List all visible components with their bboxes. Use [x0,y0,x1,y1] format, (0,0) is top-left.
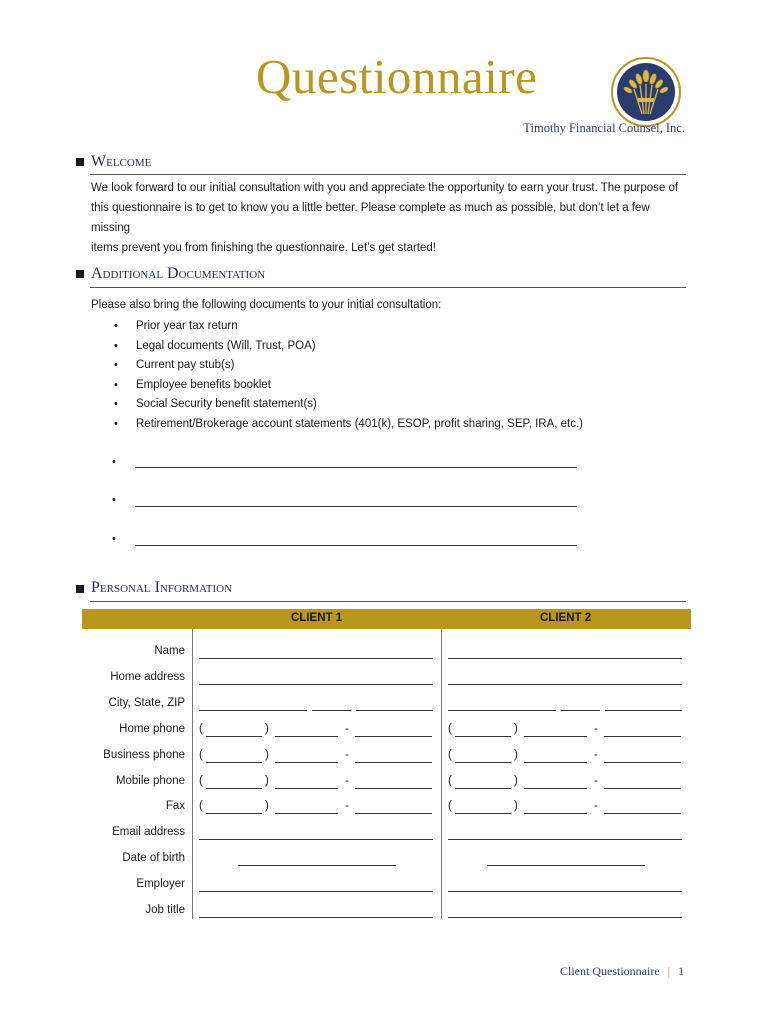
phone-paren: ( [199,800,203,812]
phone-paren: ) [265,800,269,812]
client2-dob-field[interactable] [487,865,645,866]
field-label: Business phone [103,749,185,761]
additional-document-field[interactable] [135,467,577,468]
phone-dash: - [345,800,349,812]
client1-phone-prefix-field[interactable] [275,788,338,789]
phone-paren: ) [514,749,518,761]
field-label: Job title [145,904,185,916]
documentation-heading: Additional Documentation [91,265,266,282]
company-name: Timothy Financial Counsel, Inc. [523,121,685,135]
phone-paren: ( [199,749,203,761]
section-divider [90,174,686,175]
table-divider [441,629,442,919]
bullet-icon: • [112,533,116,545]
client1-input-field[interactable] [199,839,433,840]
bullet-icon: • [112,494,116,506]
client1-phone-prefix-field[interactable] [275,762,338,763]
client2-area-code-field[interactable] [455,788,511,789]
client1-dob-field[interactable] [238,865,396,866]
client2-input-field[interactable] [448,684,682,685]
client2-input-field[interactable] [448,658,682,659]
page-number: 1 [678,964,685,978]
client1-state-field[interactable] [312,710,351,711]
client2-zip-field[interactable] [605,710,682,711]
client2-phone-prefix-field[interactable] [524,813,587,814]
client2-area-code-field[interactable] [455,813,511,814]
footer-separator: | [667,964,671,978]
phone-paren: ( [448,775,452,787]
list-item: • Social Security benefit statement(s) [112,395,583,415]
welcome-heading: Welcome [91,153,152,170]
client2-input-field[interactable] [448,917,682,918]
phone-paren: ( [448,749,452,761]
client1-phone-prefix-field[interactable] [275,736,338,737]
additional-document-field[interactable] [135,545,577,546]
list-item: • Legal documents (Will, Trust, POA) [112,337,583,357]
client1-area-code-field[interactable] [206,813,262,814]
phone-paren: ) [265,775,269,787]
section-bullet-icon [76,158,84,166]
client2-phone-line-field[interactable] [604,813,681,814]
client1-phone-line-field[interactable] [355,813,432,814]
bullet-icon: • [112,456,116,468]
section-bullet-icon [76,270,84,278]
field-label: Employer [136,878,185,890]
client1-city-field[interactable] [199,710,307,711]
client1-input-field[interactable] [199,684,433,685]
client1-phone-line-field[interactable] [355,736,432,737]
client2-header: CLIENT 2 [540,612,592,624]
welcome-line: this questionnaire is to get to know you a little better. Please complete as much as possible, but don’t let a few missing [91,202,650,234]
phone-paren: ( [199,775,203,787]
phone-paren: ( [199,723,203,735]
client1-phone-prefix-field[interactable] [275,813,338,814]
welcome-line: items prevent you from finishing the questionnaire. Let’s get started! [91,242,436,254]
wheat-logo-icon [610,56,682,128]
client1-input-field[interactable] [199,917,433,918]
phone-paren: ) [265,749,269,761]
phone-paren: ) [514,723,518,735]
document-list [112,317,583,434]
field-label: Date of birth [122,852,185,864]
bullet-icon: • [114,320,118,332]
welcome-line: We look forward to our initial consultation with you and appreciate the opportunity to earn your trust. The purpose of [91,182,679,194]
client2-phone-prefix-field[interactable] [524,762,587,763]
list-item: • Current pay stub(s) [112,356,583,376]
client1-zip-field[interactable] [356,710,433,711]
page-footer [560,964,684,979]
client2-phone-prefix-field[interactable] [524,736,587,737]
client-table-header [82,609,691,629]
client2-input-field[interactable] [448,891,682,892]
phone-dash: - [594,775,598,787]
client1-input-field[interactable] [199,658,433,659]
client2-phone-prefix-field[interactable] [524,788,587,789]
list-item: • Employee benefits booklet [112,376,583,396]
phone-dash: - [594,749,598,761]
section-divider [90,287,686,288]
phone-dash: - [345,723,349,735]
list-item: • Retirement/Brokerage account statements (401(k), ESOP, profit sharing, SEP, IRA, etc.) [112,415,583,435]
phone-paren: ) [265,723,269,735]
phone-paren: ) [514,775,518,787]
section-divider [90,601,686,602]
field-label: Home address [110,671,185,683]
client1-area-code-field[interactable] [206,762,262,763]
page-title: Questionnaire [256,49,538,104]
phone-dash: - [594,800,598,812]
field-label: Email address [112,826,185,838]
phone-dash: - [594,723,598,735]
list-item: • Prior year tax return [112,317,583,337]
phone-dash: - [345,749,349,761]
field-label: Mobile phone [115,775,185,787]
client1-header: CLIENT 1 [291,612,343,624]
client1-phone-line-field[interactable] [355,788,432,789]
client2-area-code-field[interactable] [455,736,511,737]
documentation-intro: Please also bring the following documents to your initial consultation: [91,299,442,311]
client1-area-code-field[interactable] [206,736,262,737]
bullet-icon: • [114,398,118,410]
welcome-paragraph [91,178,691,258]
client2-city-field[interactable] [448,710,556,711]
bullet-icon: • [114,378,118,391]
phone-paren: ( [448,723,452,735]
section-bullet-icon [76,585,84,593]
client2-input-field[interactable] [448,839,682,840]
bullet-icon: • [114,339,118,352]
field-label: Fax [165,800,185,812]
phone-paren: ) [514,800,518,812]
client1-area-code-field[interactable] [206,788,262,789]
field-label: Name [154,645,185,657]
client2-phone-line-field[interactable] [604,788,681,789]
phone-dash: - [345,775,349,787]
phone-paren: ( [448,800,452,812]
personal-heading: Personal Information [91,579,233,596]
table-divider [192,629,193,919]
client1-input-field[interactable] [199,891,433,892]
field-label: Home phone [119,723,185,735]
client2-phone-line-field[interactable] [604,762,681,763]
client2-area-code-field[interactable] [455,762,511,763]
additional-document-field[interactable] [135,506,577,507]
client1-phone-line-field[interactable] [355,762,432,763]
client2-phone-line-field[interactable] [604,736,681,737]
bullet-icon: • [114,359,118,371]
bullet-icon: • [114,417,118,430]
footer-label: Client Questionnaire [560,964,660,978]
field-label: City, State, ZIP [108,697,185,709]
client2-state-field[interactable] [561,710,600,711]
